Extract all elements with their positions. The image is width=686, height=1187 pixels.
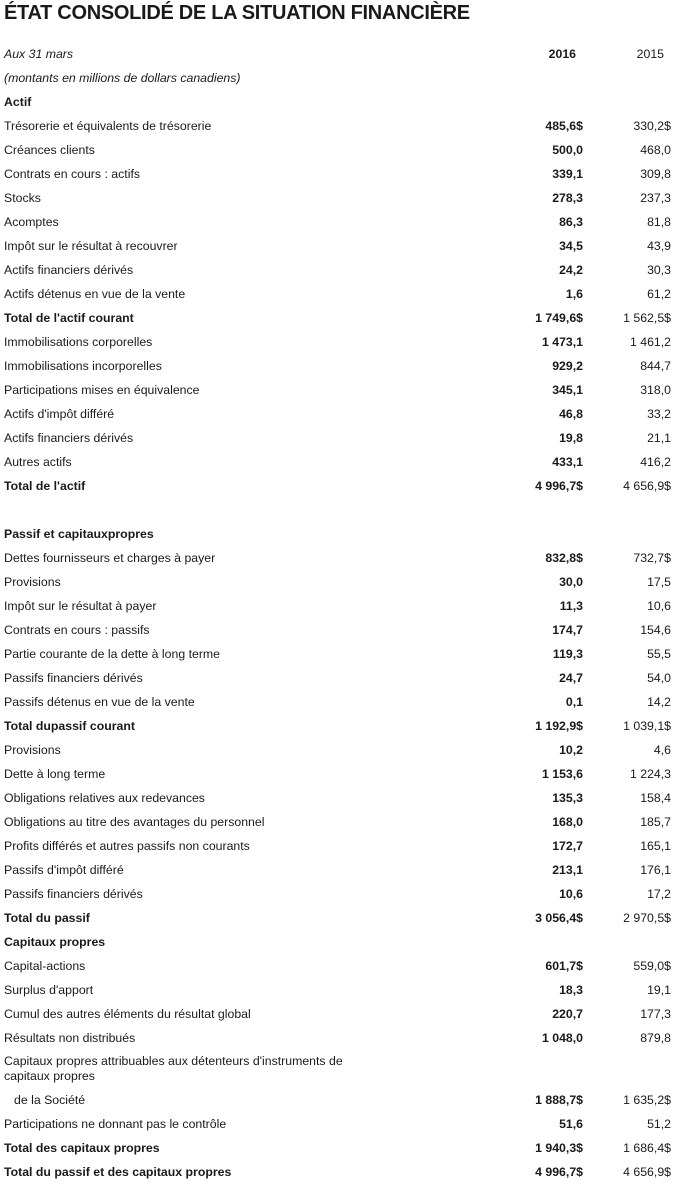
table-row	[0, 522, 686, 546]
value-2016: 24,7	[559, 671, 583, 685]
table-row	[0, 402, 686, 426]
row-label: Capitaux propres attribuables aux détenteurs d'instruments de capitaux propres	[4, 1054, 343, 1083]
value-2015: 1 686,4$	[623, 1141, 671, 1155]
table-row	[0, 306, 686, 330]
value-2015: 318,0	[640, 383, 671, 397]
value-2016: 119,3	[552, 647, 583, 661]
table-row	[0, 906, 686, 930]
row-label: Immobilisations corporelles	[4, 335, 153, 349]
value-2015: 1 635,2$	[623, 1093, 671, 1107]
table-row	[0, 1026, 686, 1050]
value-2015: 10,6	[647, 599, 671, 613]
value-2016: 1 153,6	[541, 767, 583, 781]
value-2015: 1 224,3	[629, 767, 671, 781]
value-2015: 330,2$	[633, 119, 671, 133]
value-2015: 185,7	[640, 815, 671, 829]
row-label: Impôt sur le résultat à recouvrer	[4, 239, 178, 253]
row-label: Impôt sur le résultat à payer	[4, 599, 157, 613]
table-row	[0, 882, 686, 906]
row-label: Provisions	[4, 575, 61, 589]
table-row	[0, 954, 686, 978]
value-2016: 1 048,0	[541, 1031, 583, 1045]
value-2016: 34,5	[559, 239, 583, 253]
value-2015: 4 656,9$	[623, 479, 671, 493]
value-2015: 879,8	[640, 1031, 671, 1045]
value-2015: 14,2	[647, 695, 671, 709]
value-2016: 86,3	[559, 215, 583, 229]
value-2016: 1,6	[565, 287, 583, 301]
row-label: Résultats non distribués	[4, 1031, 136, 1045]
page-title: ÉTAT CONSOLIDÉ DE LA SITUATION FINANCIÈRE	[4, 2, 470, 24]
value-2016: 51,6	[559, 1117, 583, 1131]
row-label: Dettes fournisseurs et charges à payer	[4, 551, 216, 565]
row-label: Dette à long terme	[4, 767, 106, 781]
units-note: (montants en millions de dollars canadiens)	[4, 71, 241, 85]
value-2016: 0,1	[565, 695, 583, 709]
value-2015: 17,5	[647, 575, 671, 589]
balance-sheet-table	[0, 42, 686, 1184]
table-row	[0, 714, 686, 738]
value-2016: 4 996,7$	[535, 1165, 583, 1179]
row-label: Trésorerie et équivalents de trésorerie	[4, 119, 212, 133]
table-row	[0, 690, 686, 714]
spacer-row	[0, 498, 686, 522]
value-2016: 172,7	[552, 839, 583, 853]
table-row	[0, 90, 686, 114]
row-label: Total du passif	[4, 911, 90, 925]
row-label: Passifs détenus en vue de la vente	[4, 695, 195, 709]
value-2016: 601,7$	[545, 959, 583, 973]
value-2015: 43,9	[647, 239, 671, 253]
row-label: Autres actifs	[4, 455, 72, 469]
value-2016: 168,0	[552, 815, 583, 829]
column-2016-header: 2016	[548, 47, 576, 61]
table-row	[0, 1002, 686, 1026]
table-row	[0, 1112, 686, 1136]
value-2016: 4 996,7$	[535, 479, 583, 493]
table-row	[0, 1136, 686, 1160]
value-2015: 154,6	[640, 623, 671, 637]
value-2016: 46,8	[559, 407, 583, 421]
value-2015: 732,7$	[633, 551, 671, 565]
value-2016: 18,3	[559, 983, 583, 997]
value-2015: 4 656,9$	[623, 1165, 671, 1179]
table-row	[0, 546, 686, 570]
row-label: de la Société	[14, 1093, 86, 1107]
value-2015: 33,2	[647, 407, 671, 421]
table-row	[0, 354, 686, 378]
value-2015: 81,8	[647, 215, 671, 229]
table-row	[0, 834, 686, 858]
row-label: Actifs d'impôt différé	[4, 407, 115, 421]
row-label: Immobilisations incorporelles	[4, 359, 162, 373]
row-label: Stocks	[4, 191, 41, 205]
value-2016: 1 192,9$	[535, 719, 583, 733]
table-row	[0, 858, 686, 882]
table-row	[0, 474, 686, 498]
row-label: Passifs d'impôt différé	[4, 863, 124, 877]
units-row	[0, 66, 686, 90]
row-label: Passifs financiers dérivés	[4, 671, 143, 685]
value-2015: 30,3	[647, 263, 671, 277]
value-2016: 1 940,3$	[535, 1141, 583, 1155]
row-label: Provisions	[4, 743, 61, 757]
table-row	[0, 186, 686, 210]
table-row	[0, 138, 686, 162]
value-2016: 19,8	[559, 431, 583, 445]
value-2016: 174,7	[552, 623, 583, 637]
value-2015: 2 970,5$	[623, 911, 671, 925]
value-2015: 844,7	[640, 359, 671, 373]
table-row	[0, 810, 686, 834]
value-2015: 4,6	[653, 743, 671, 757]
value-2016: 500,0	[552, 143, 583, 157]
value-2015: 54,0	[647, 671, 671, 685]
table-row	[0, 234, 686, 258]
table-body	[0, 90, 686, 1184]
row-label: Profits différés et autres passifs non courants	[4, 839, 250, 853]
table-row	[0, 666, 686, 690]
value-2015: 17,2	[647, 887, 671, 901]
row-label: Total du passif et des capitaux propres	[4, 1165, 232, 1179]
value-2016: 3 056,4$	[535, 911, 583, 925]
row-label: Créances clients	[4, 143, 95, 157]
table-row	[0, 594, 686, 618]
value-2016: 433,1	[552, 455, 583, 469]
date-label: Aux 31 mars	[4, 47, 74, 61]
value-2016: 1 473,1	[541, 335, 583, 349]
row-label: Partie courante de la dette à long terme	[4, 647, 221, 661]
value-2015: 165,1	[640, 839, 671, 853]
value-2015: 55,5	[647, 647, 671, 661]
row-label: Capitaux propres	[4, 935, 106, 949]
table-row	[0, 618, 686, 642]
value-2016: 135,3	[552, 791, 583, 805]
value-2015: 177,3	[640, 1007, 671, 1021]
value-2015: 1 562,5$	[623, 311, 671, 325]
table-row	[0, 978, 686, 1002]
table-row	[0, 738, 686, 762]
row-label: Surplus d'apport	[4, 983, 94, 997]
table-row	[0, 426, 686, 450]
row-label: Acomptes	[4, 215, 59, 229]
row-label: Actif	[4, 95, 32, 109]
column-2015-header: 2015	[636, 47, 664, 61]
table-row	[0, 570, 686, 594]
value-2015: 21,1	[647, 431, 671, 445]
value-2016: 339,1	[552, 167, 583, 181]
value-2015: 1 461,2	[629, 335, 671, 349]
value-2015: 1 039,1$	[623, 719, 671, 733]
value-2015: 176,1	[640, 863, 671, 877]
row-label: Total dupassif courant	[4, 719, 135, 733]
value-2015: 237,3	[640, 191, 671, 205]
value-2016: 213,1	[552, 863, 583, 877]
row-label: Participations ne donnant pas le contrôle	[4, 1117, 227, 1131]
table-header-row	[0, 42, 686, 66]
value-2016: 1 888,7$	[535, 1093, 583, 1107]
row-label: Passif et capitauxpropres	[4, 527, 154, 541]
value-2015: 19,1	[647, 983, 671, 997]
table-row	[0, 282, 686, 306]
table-row	[0, 378, 686, 402]
row-label: Obligations relatives aux redevances	[4, 791, 205, 805]
value-2016: 10,6	[559, 887, 583, 901]
table-row	[0, 930, 686, 954]
row-label: Participations mises en équivalence	[4, 383, 200, 397]
table-row	[0, 114, 686, 138]
value-2015: 51,2	[647, 1117, 671, 1131]
value-2015: 158,4	[640, 791, 671, 805]
row-label: Total de l'actif	[4, 479, 86, 493]
row-label: Capital-actions	[4, 959, 86, 973]
value-2015: 468,0	[640, 143, 671, 157]
table-row	[0, 1050, 686, 1088]
value-2016: 345,1	[552, 383, 583, 397]
table-row	[0, 1160, 686, 1184]
row-label: Passifs financiers dérivés	[4, 887, 143, 901]
row-label: Contrats en cours : actifs	[4, 167, 141, 181]
table-row	[0, 162, 686, 186]
value-2016: 220,7	[552, 1007, 583, 1021]
table-row	[0, 762, 686, 786]
row-label: Total des capitaux propres	[4, 1141, 160, 1155]
row-label: Contrats en cours : passifs	[4, 623, 150, 637]
value-2016: 1 749,6$	[535, 311, 583, 325]
value-2016: 10,2	[559, 743, 583, 757]
table-row	[0, 258, 686, 282]
value-2015: 416,2	[640, 455, 671, 469]
table-row	[0, 642, 686, 666]
table-row	[0, 786, 686, 810]
row-label: Actifs financiers dérivés	[4, 263, 134, 277]
value-2016: 278,3	[552, 191, 583, 205]
table-row	[0, 450, 686, 474]
value-2015: 61,2	[647, 287, 671, 301]
row-label: Cumul des autres éléments du résultat global	[4, 1007, 251, 1021]
row-label: Actifs détenus en vue de la vente	[4, 287, 186, 301]
value-2016: 485,6$	[545, 119, 583, 133]
table-row	[0, 1088, 686, 1112]
value-2016: 832,8$	[545, 551, 583, 565]
row-label: Total de l'actif courant	[4, 311, 134, 325]
value-2015: 309,8	[640, 167, 671, 181]
table-row	[0, 330, 686, 354]
value-2016: 24,2	[559, 263, 583, 277]
value-2016: 30,0	[559, 575, 583, 589]
row-label: Actifs financiers dérivés	[4, 431, 134, 445]
value-2016: 929,2	[552, 359, 583, 373]
value-2016: 11,3	[559, 599, 583, 613]
row-label: Obligations au titre des avantages du personnel	[4, 815, 265, 829]
value-2015: 559,0$	[633, 959, 671, 973]
table-row	[0, 210, 686, 234]
